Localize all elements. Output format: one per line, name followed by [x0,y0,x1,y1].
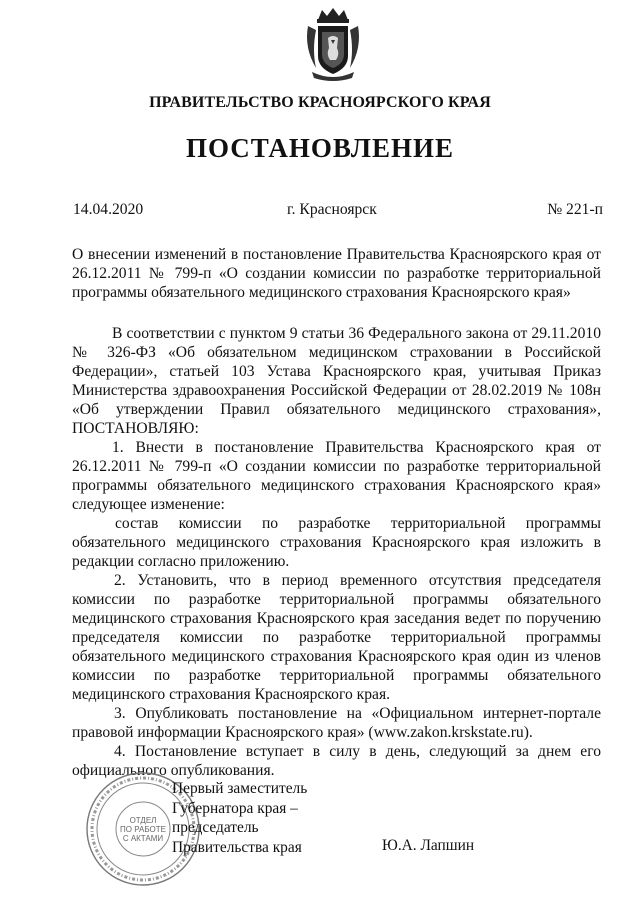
item-2-paragraph: 2. Установить, что в период временного отсутствия председателя комиссии по разработке территориальной программы обязательного медицинского страхования Красноярского края заседания ведет по поручению председателя комиссии по разработке территориальной программы обязательного медицинского страхования Красноярского края один из членов комиссии по разработке территориальной программы обязательного медицинского страхования Красноярского края. [72,572,601,703]
stamp-inner-line-3: С АКТАМИ [122,834,164,843]
krasnoyarsk-coat-of-arms-icon [302,6,364,82]
item-1-change-paragraph: состав комиссии по разработке территориальной программы обязательного медицинского страхования Красноярского края изложить в редакции согласно приложению. [72,515,601,570]
signature-title-line-4: Правительства края [172,838,302,856]
document-number: № 221-п [547,201,603,218]
signature-title-line-3: председатель [172,819,259,836]
signature-block [172,779,307,857]
item-3-paragraph: 3. Опубликовать постановление на «Официальном интернет-портале правовой информации Красноярского края» (www.zakon.krskstate.ru). [72,705,601,741]
stamp-inner-line-1: ОТДЕЛ [129,816,157,825]
preamble-paragraph: В соответствии с пунктом 9 статьи 36 Федерального закона от 29.11.2010 № 326-ФЗ «Об обязательном медицинском страховании в Российской Федерации», статьей 103 Устава Красноярского края, учитывая Приказ Министерства здравоохранения Российской Федерации от 28.02.2019 № 108н «Об утверждении Правил обязательного медицинского страхования», ПОСТАНОВЛЯЮ: [72,325,601,437]
item-1-paragraph: 1. Внести в постановление Правительства Красноярского края от 26.12.2011 № 799-п «О создании комиссии по разработке территориальной программы обязательного медицинского страхования Красноярского края» следующее изменение: [72,439,601,513]
signature-title-line-1: Первый заместитель [172,780,308,797]
signature-title-line-2: Губернатора края – [172,799,298,817]
document-type: ПОСТАНОВЛЕНИЕ [185,133,455,163]
document-body [72,245,601,780]
item-4-paragraph: 4. Постановление вступает в силу в день, следующий за днем его официального опубликования. [72,743,601,779]
organization-name: ПРАВИТЕЛЬСТВО КРАСНОЯРСКОГО КРАЯ [149,94,491,111]
document-date: 14.04.2020 [73,201,144,218]
stamp-inner-line-2: ПО РАБОТЕ [120,825,166,834]
signatory-name: Ю.А. Лапшин [382,837,475,854]
document-city: г. Красноярск [287,201,377,218]
document-title: О внесении изменений в постановление Правительства Красноярского края от 26.12.2011 № 799-п «О создании комиссии по разработке территориальной программы обязательного медицинского страхования Красноярского края» [72,246,601,301]
